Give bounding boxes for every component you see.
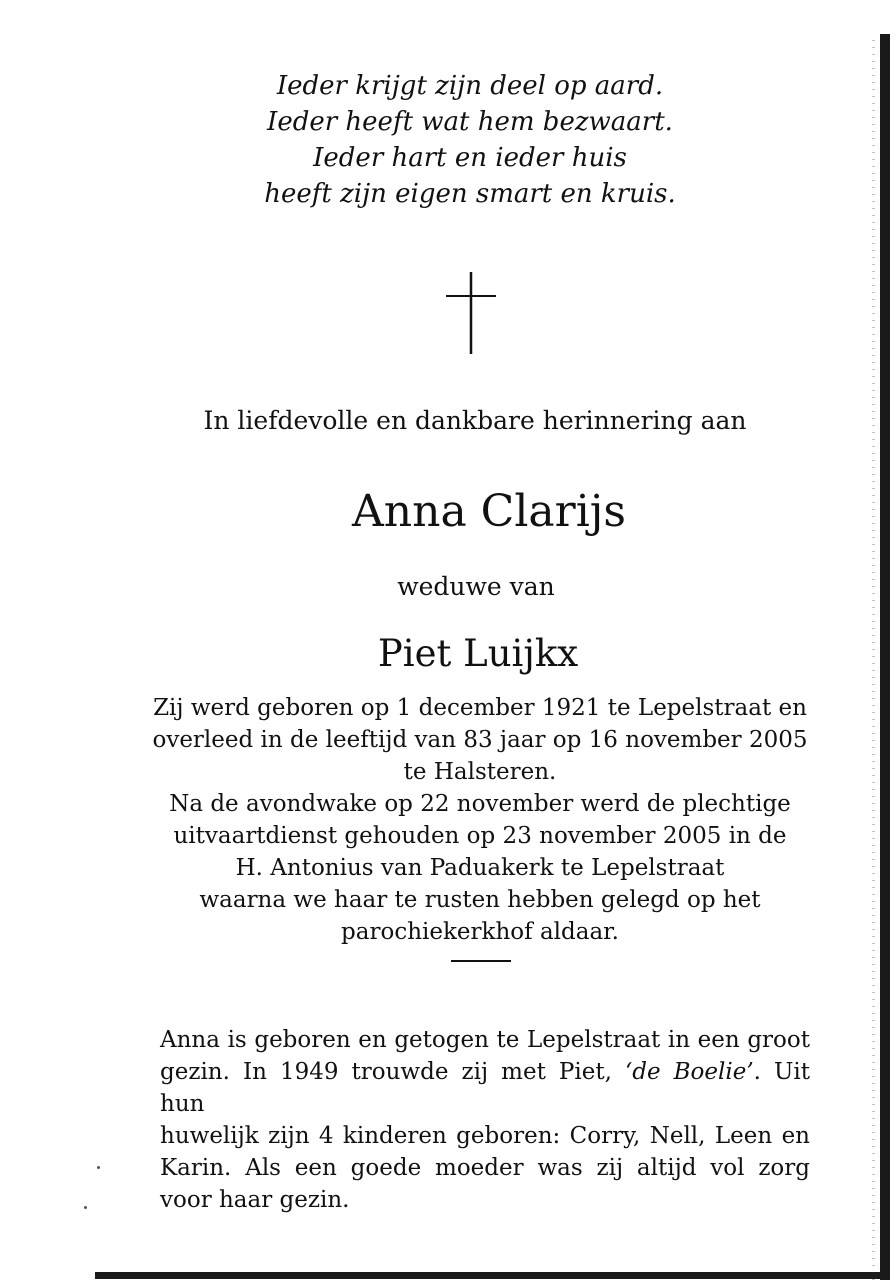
- bio-line: voor haar gezin.: [160, 1187, 350, 1213]
- details-line: Zij werd geboren op 1 december 1921 te Lepelstraat en: [153, 695, 807, 721]
- scan-bottom-border: [95, 1272, 890, 1279]
- memory-intro: In liefdevolle en dankbare herinnering aan: [203, 406, 747, 435]
- details-line: H. Antonius van Paduakerk te Lepelstraat: [235, 855, 725, 881]
- widow-of-label: weduwe van: [397, 572, 555, 601]
- bio-line: Karin. Als een goede moeder was zij altijd vol zorg: [160, 1155, 810, 1181]
- deceased-name: Anna Clarijs: [352, 486, 626, 537]
- bio-line: Anna is geboren en getogen te Lepelstraat in een groot: [160, 1027, 810, 1053]
- section-divider: [451, 960, 511, 962]
- bio-line: huwelijk zijn 4 kinderen geboren: Corry, Nell, Leen en: [160, 1123, 810, 1149]
- poem-line: Ieder hart en ieder huis: [313, 143, 627, 173]
- life-details: [0, 692, 896, 948]
- bio-text: gezin. In 1949 trouwde zij met Piet,: [160, 1059, 625, 1085]
- details-line: overleed in de leeftijd van 83 jaar op 16 november 2005: [152, 727, 808, 753]
- biography: [160, 1024, 810, 1216]
- bio-nickname: ‘de Boelie’: [624, 1059, 754, 1085]
- scan-speck: [97, 1166, 100, 1169]
- poem-line: Ieder heeft wat hem bezwaart.: [267, 107, 673, 137]
- details-line: uitvaartdienst gehouden op 23 november 2005 in de: [173, 823, 787, 849]
- scan-speck: [84, 1206, 87, 1209]
- spouse-name: Piet Luijkx: [377, 632, 579, 675]
- bio-line: [160, 1056, 810, 1120]
- details-line: te Halsteren.: [403, 759, 557, 785]
- details-line: Na de avondwake op 22 november werd de plechtige: [169, 791, 791, 817]
- poem-line: Ieder krijgt zijn deel op aard.: [276, 71, 664, 101]
- bio-text: . Uit hun: [160, 1059, 811, 1117]
- poem: [0, 68, 896, 212]
- details-line: waarna we haar te rusten hebben gelegd op het: [199, 887, 761, 913]
- details-line: parochiekerkhof aldaar.: [341, 919, 619, 945]
- cross-icon: [446, 272, 496, 354]
- poem-line: heeft zijn eigen smart en kruis.: [264, 179, 676, 209]
